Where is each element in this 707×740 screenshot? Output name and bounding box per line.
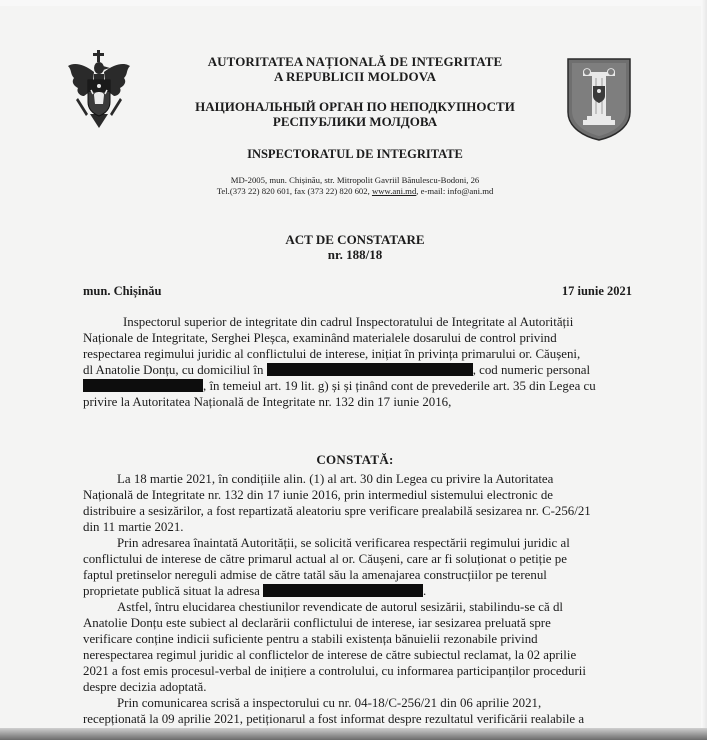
intro-line-5-text: , în temeiul art. 19 lit. g) și și ținând cont de prevederile art. 35 din Legea cu [203, 379, 596, 393]
intro-paragraph [83, 314, 661, 410]
p2-line-3: faptul pretinselor nereguli admise de către tatăl său la amenajarea construcțiilor pe terenul [83, 568, 547, 582]
intro-line-6: privire la Autoritatea Națională de Integritate nr. 132 din 17 iunie 2016, [83, 395, 452, 409]
moldova-coat-of-arms-icon [66, 50, 132, 130]
redacted-property-address [263, 584, 423, 597]
redacted-address [267, 363, 473, 376]
document-place: mun. Chișinău [83, 284, 162, 298]
title-number: nr. 188/18 [327, 247, 383, 262]
institution-line-3: НАЦИОНАЛЬНЫЙ ОРГАН ПО НЕПОДКУПНОСТИ [195, 99, 515, 114]
institution-name-ro [150, 54, 560, 84]
scan-edge-right [701, 0, 707, 740]
p1-line-1: La 18 martie 2021, în condițiile alin. (1) al art. 30 din Legea cu privire la Autoritatea [117, 472, 554, 486]
document-date: 17 iunie 2021 [561, 284, 632, 298]
phone-fax: Tel.(373 22) 820 601, fax (373 22) 820 602, [216, 186, 372, 196]
p4-line-2: recepționată la 09 aprilie 2021, petiționarul a fost informat despre rezultatul verificării realabile a [83, 712, 585, 726]
title-line-1: ACT DE CONSTATARE [285, 232, 425, 247]
p3-line-2: Anatolie Donțu este subiect al declarării conflictului de interese, iar sesizarea preluată spre [83, 616, 551, 630]
address: MD-2005, mun. Chișinău, str. Mitropolit Gavriil Bănulescu-Bodoni, 26 [230, 175, 480, 185]
contact-info [100, 175, 610, 197]
intro-line-2: Naționale de Integritate, Serghei Pleșca, examinând materialele dosarului de control privind [83, 331, 557, 345]
ani-emblem-icon [565, 56, 633, 142]
intro-line-4a: dl Anatolie Donțu, cu domiciliul în [83, 363, 264, 377]
institution-line-1: AUTORITATEA NAȚIONALĂ DE INTEGRITATE [207, 54, 503, 69]
p2-line-4 [83, 583, 661, 599]
p3-line-3: verificare conține indicii suficiente pentru a stabili existența bănuielii rezonabile privind [83, 632, 538, 646]
website-link[interactable]: www.ani.md [371, 186, 417, 196]
inspectorate-name: INSPECTORATUL DE INTEGRITATE [247, 147, 463, 161]
p4-line-1: Prin comunicarea scrisă a inspectorului cu nr. 04-18/C-256/21 din 06 aprilie 2021, [117, 696, 542, 710]
institution-name-ru [150, 99, 560, 129]
institution-line-4: РЕСПУБЛИКИ МОЛДОВА [272, 114, 438, 129]
intro-line-4 [83, 362, 661, 378]
intro-line-3: respectarea regimului juridic al conflictului de interese, inițiat în privința primarului or. Căușeni, [83, 347, 581, 361]
body-paragraphs [83, 471, 661, 727]
document-title [150, 232, 560, 262]
p2-line-4-text: proprietate publică situat la adresa [83, 584, 260, 598]
intro-line-4b: , cod numeric personal [472, 363, 591, 377]
intro-line-1: Inspectorul superior de integritate din cadrul Inspectoratului de Integritate al Autorității [123, 315, 574, 329]
p3-line-4: nerespectarea regimul juridic al conflictelor de interese de către subiectul reclamat, la 02 aprilie [83, 648, 577, 662]
intro-line-5 [83, 378, 661, 394]
p3-line-6: despre decizia adoptată. [83, 680, 207, 694]
email: , e-mail: info@ani.md [416, 186, 494, 196]
scan-edge-bottom [0, 728, 707, 740]
institution-line-2: A REPUBLICII MOLDOVA [273, 69, 437, 84]
scan-edge-top [0, 0, 707, 6]
p3-line-5: 2021 a fost emis procesul-verbal de inițiere a controlului, cu informarea participanților procedurii [83, 664, 586, 678]
p1-line-4: din 11 martie 2021. [83, 520, 184, 534]
p1-line-2: Națională de Integritate nr. 132 din 17 iunie 2016, prin intermediul sistemului electronic de [83, 488, 554, 502]
section-heading-constata: CONSTATĂ: [316, 452, 394, 467]
redacted-idnp [83, 379, 203, 392]
p3-line-1: Astfel, întru elucidarea chestiunilor revendicate de autorul sesizării, stabilindu-se că dl [117, 600, 563, 614]
p2-line-4-end: . [423, 584, 427, 598]
p1-line-3: distribuire a sesizărilor, a fost repartizată aleatoriu spre verificare prealabilă sesizarea nr. C-256/21 [83, 504, 591, 518]
p2-line-2: conflictului de interese de către primarul actual al or. Căușeni, care ar fi soluționat o petiție pe [83, 552, 567, 566]
p2-line-1: Prin adresarea înaintată Autorității, se solicită verificarea respectării regimului juridic al [117, 536, 570, 550]
